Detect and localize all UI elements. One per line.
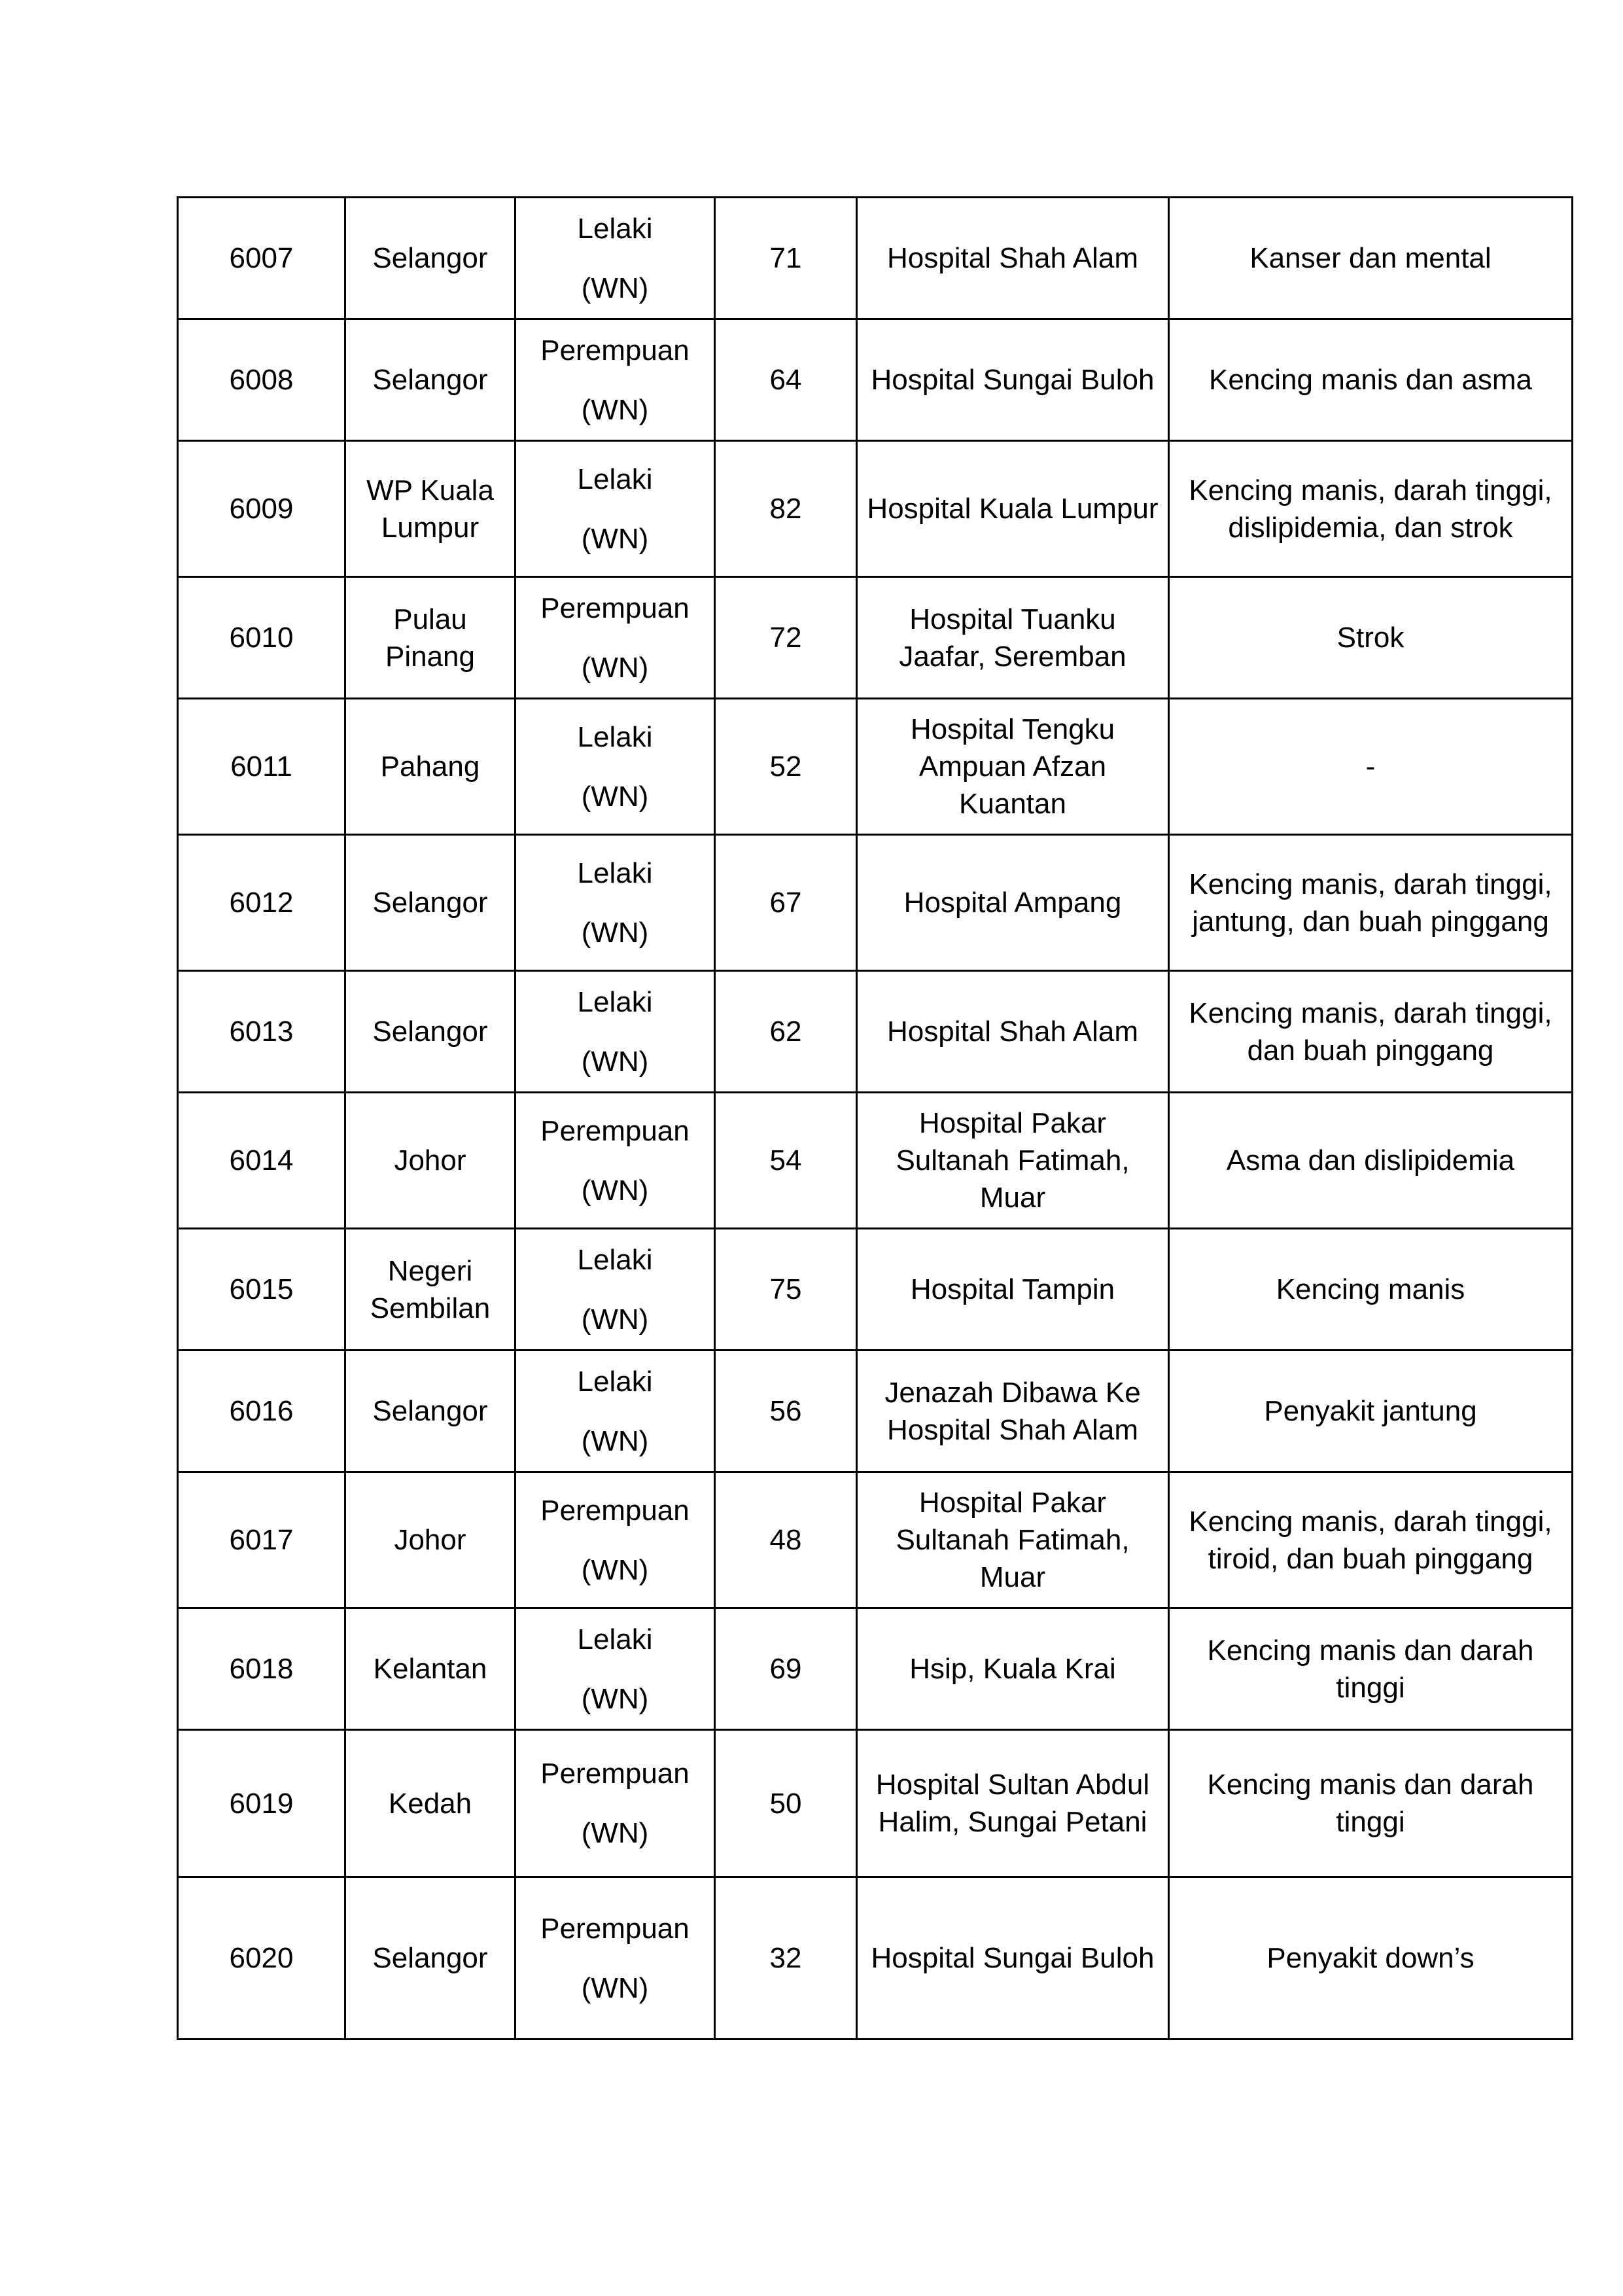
- case-id-cell: 6009: [178, 441, 345, 577]
- gender-cell: [515, 1608, 715, 1730]
- gender-cell: [515, 1351, 715, 1472]
- conditions-cell: Asma dan dislipidemia: [1169, 1093, 1573, 1229]
- hospital-cell: Hospital Tengku Ampuan Afzan Kuantan: [857, 699, 1169, 835]
- conditions-cell: Kencing manis: [1169, 1229, 1573, 1351]
- conditions-cell: Kencing manis, darah tinggi, dan buah pinggang: [1169, 971, 1573, 1093]
- hospital-cell: Hospital Shah Alam: [857, 198, 1169, 319]
- age-cell: 56: [715, 1351, 857, 1472]
- state-cell: Kelantan: [345, 1608, 515, 1730]
- gender-text: Perempuan: [540, 592, 689, 624]
- hospital-cell: Hospital Sungai Buloh: [857, 1877, 1169, 2040]
- gender-cell: [515, 1877, 715, 2040]
- case-id-cell: 6016: [178, 1351, 345, 1472]
- state-cell: Selangor: [345, 1877, 515, 2040]
- gender-cell: [515, 319, 715, 441]
- nationality-text: (WN): [581, 393, 649, 426]
- age-cell: 54: [715, 1093, 857, 1229]
- state-cell: Johor: [345, 1472, 515, 1608]
- hospital-cell: Jenazah Dibawa Ke Hospital Shah Alam: [857, 1351, 1169, 1472]
- case-table: [177, 196, 1573, 2040]
- hospital-cell: Hospital Pakar Sultanah Fatimah, Muar: [857, 1472, 1169, 1608]
- conditions-cell: Strok: [1169, 577, 1573, 699]
- gender-text: Lelaki: [577, 857, 653, 889]
- gender-text: Perempuan: [540, 1494, 689, 1527]
- gender-text: Lelaki: [577, 1365, 653, 1398]
- table-row: [178, 1229, 1573, 1351]
- hospital-cell: Hospital Kuala Lumpur: [857, 441, 1169, 577]
- case-id-cell: 6012: [178, 835, 345, 971]
- gender-text: Lelaki: [577, 985, 653, 1018]
- nationality-text: (WN): [581, 1424, 649, 1457]
- state-cell: Selangor: [345, 835, 515, 971]
- state-cell: Negeri Sembilan: [345, 1229, 515, 1351]
- case-id-cell: 6007: [178, 198, 345, 319]
- conditions-cell: Penyakit jantung: [1169, 1351, 1573, 1472]
- state-cell: Selangor: [345, 1351, 515, 1472]
- gender-text: Lelaki: [577, 720, 653, 753]
- nationality-text: (WN): [581, 1303, 649, 1335]
- gender-cell: [515, 699, 715, 835]
- age-cell: 62: [715, 971, 857, 1093]
- conditions-cell: Kencing manis dan darah tinggi: [1169, 1608, 1573, 1730]
- case-id-cell: 6015: [178, 1229, 345, 1351]
- state-cell: Pahang: [345, 699, 515, 835]
- state-cell: Kedah: [345, 1730, 515, 1877]
- nationality-text: (WN): [581, 916, 649, 949]
- hospital-cell: Hospital Sultan Abdul Halim, Sungai Petani: [857, 1730, 1169, 1877]
- gender-text: Perempuan: [540, 1114, 689, 1147]
- age-cell: 52: [715, 699, 857, 835]
- hospital-cell: Hospital Pakar Sultanah Fatimah, Muar: [857, 1093, 1169, 1229]
- table-row: [178, 1608, 1573, 1730]
- hospital-cell: Hospital Tampin: [857, 1229, 1169, 1351]
- table-row: [178, 835, 1573, 971]
- conditions-cell: -: [1169, 699, 1573, 835]
- age-cell: 71: [715, 198, 857, 319]
- table-row: [178, 1877, 1573, 2040]
- state-cell: Selangor: [345, 319, 515, 441]
- gender-cell: [515, 1229, 715, 1351]
- state-cell: WP Kuala Lumpur: [345, 441, 515, 577]
- conditions-cell: Kencing manis dan darah tinggi: [1169, 1730, 1573, 1877]
- state-cell: Pulau Pinang: [345, 577, 515, 699]
- nationality-text: (WN): [581, 651, 649, 684]
- case-id-cell: 6017: [178, 1472, 345, 1608]
- conditions-cell: Kencing manis, darah tinggi, dislipidemia, dan strok: [1169, 441, 1573, 577]
- state-cell: Selangor: [345, 971, 515, 1093]
- case-id-cell: 6014: [178, 1093, 345, 1229]
- state-cell: Selangor: [345, 198, 515, 319]
- nationality-text: (WN): [581, 522, 649, 555]
- case-id-cell: 6008: [178, 319, 345, 441]
- conditions-cell: Kencing manis dan asma: [1169, 319, 1573, 441]
- conditions-cell: Penyakit down’s: [1169, 1877, 1573, 2040]
- table-row: [178, 1472, 1573, 1608]
- table-row: [178, 699, 1573, 835]
- hospital-cell: Hospital Tuanku Jaafar, Seremban: [857, 577, 1169, 699]
- case-id-cell: 6020: [178, 1877, 345, 2040]
- nationality-text: (WN): [581, 272, 649, 304]
- state-cell: Johor: [345, 1093, 515, 1229]
- table-row: [178, 441, 1573, 577]
- case-id-cell: 6019: [178, 1730, 345, 1877]
- hospital-cell: Hsip, Kuala Krai: [857, 1608, 1169, 1730]
- nationality-text: (WN): [581, 1971, 649, 2004]
- gender-text: Lelaki: [577, 1243, 653, 1276]
- table-row: [178, 577, 1573, 699]
- gender-cell: [515, 198, 715, 319]
- age-cell: 72: [715, 577, 857, 699]
- age-cell: 67: [715, 835, 857, 971]
- hospital-cell: Hospital Sungai Buloh: [857, 319, 1169, 441]
- hospital-cell: Hospital Shah Alam: [857, 971, 1169, 1093]
- table-row: [178, 319, 1573, 441]
- conditions-cell: Kencing manis, darah tinggi, jantung, dan buah pinggang: [1169, 835, 1573, 971]
- table-row: [178, 1730, 1573, 1877]
- gender-text: Lelaki: [577, 1623, 653, 1655]
- gender-cell: [515, 1730, 715, 1877]
- nationality-text: (WN): [581, 780, 649, 813]
- gender-cell: [515, 971, 715, 1093]
- age-cell: 82: [715, 441, 857, 577]
- table-row: [178, 1093, 1573, 1229]
- gender-text: Lelaki: [577, 463, 653, 495]
- age-cell: 32: [715, 1877, 857, 2040]
- gender-text: Perempuan: [540, 334, 689, 366]
- nationality-text: (WN): [581, 1553, 649, 1586]
- age-cell: 48: [715, 1472, 857, 1608]
- gender-text: Lelaki: [577, 212, 653, 245]
- case-table-body: [178, 198, 1573, 2040]
- case-id-cell: 6010: [178, 577, 345, 699]
- table-row: [178, 971, 1573, 1093]
- table-row: [178, 1351, 1573, 1472]
- case-id-cell: 6018: [178, 1608, 345, 1730]
- table-row: [178, 198, 1573, 319]
- gender-cell: [515, 835, 715, 971]
- nationality-text: (WN): [581, 1045, 649, 1078]
- nationality-text: (WN): [581, 1682, 649, 1715]
- gender-text: Perempuan: [540, 1912, 689, 1945]
- age-cell: 50: [715, 1730, 857, 1877]
- age-cell: 69: [715, 1608, 857, 1730]
- gender-cell: [515, 1472, 715, 1608]
- conditions-cell: Kanser dan mental: [1169, 198, 1573, 319]
- case-id-cell: 6013: [178, 971, 345, 1093]
- gender-cell: [515, 1093, 715, 1229]
- case-id-cell: 6011: [178, 699, 345, 835]
- age-cell: 64: [715, 319, 857, 441]
- nationality-text: (WN): [581, 1817, 649, 1849]
- nationality-text: (WN): [581, 1174, 649, 1207]
- conditions-cell: Kencing manis, darah tinggi, tiroid, dan buah pinggang: [1169, 1472, 1573, 1608]
- hospital-cell: Hospital Ampang: [857, 835, 1169, 971]
- gender-cell: [515, 441, 715, 577]
- age-cell: 75: [715, 1229, 857, 1351]
- gender-text: Perempuan: [540, 1757, 689, 1790]
- gender-cell: [515, 577, 715, 699]
